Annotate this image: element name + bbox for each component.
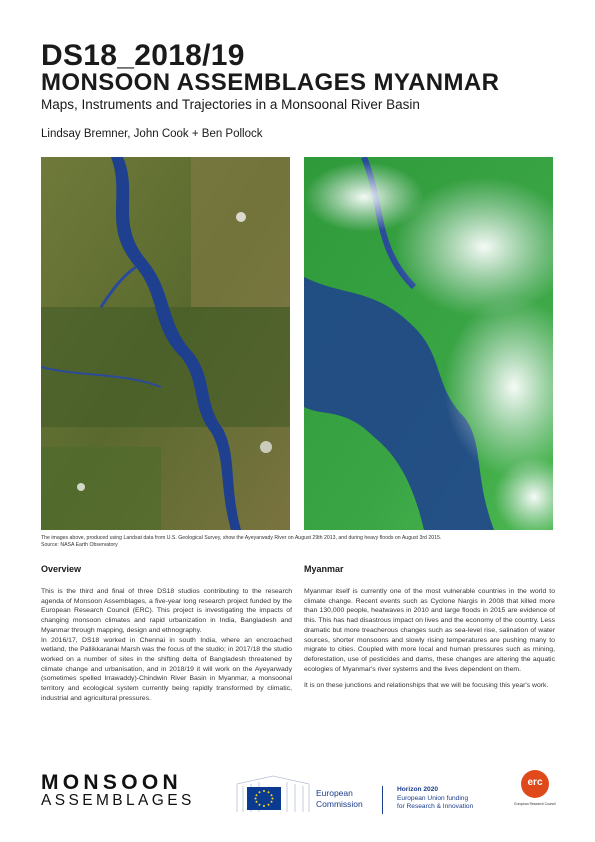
- ec-text-line1: European: [316, 788, 353, 798]
- caption-text: The images above, produced using Landsat data from U.S. Geological Survey, show the Ayeyarwady River on August 29th 2013, and during heavy floods on August 3rd 2015.: [41, 535, 442, 541]
- h2020-line2: European Union funding: [397, 794, 469, 802]
- overview-section: [41, 564, 292, 703]
- erc-mark: erc: [527, 777, 543, 788]
- myanmar-paragraph-1: Myanmar itself is currently one of the most vulnerable countries in the world to climate change. Recent events such as Cyclone Nargis in 2008 that killed more than 130,000 people, heatwaves in 2010 and large floods in 2015 are evidence of this. This has had disastrous impact on lives and the economy of the country. Less dramatic but more treacherous changes such as sea-level rise, salination of water sources, shorter monsoons and slowly rising temperatures are pushing many to migrate to cities. Coupled with more local and human pressures such as mining, deforestation, use of pesticides and dams, these changes are altering the aquatic ecologies of Myanmar's river systems and the lives dependent on them.: [304, 588, 555, 673]
- myanmar-heading: Myanmar: [304, 564, 344, 574]
- overview-heading: Overview: [41, 564, 82, 574]
- european-commission-logo: [316, 788, 363, 810]
- image-caption: [41, 535, 561, 549]
- caption-source: Source: NASA Earth Observatory: [41, 542, 118, 548]
- page-title-line2: MONSOON ASSEMBLAGES MYANMAR: [41, 69, 500, 96]
- erc-label: European Research Council: [514, 802, 556, 806]
- overview-paragraph-1: This is the third and final of three DS18 studios contributing to the research agenda of Monsoon Assemblages, a five-year long research project funded by the European Research Council (ERC). This project is investigating the impacts of changing monsoon climates and rapid urbanization in India, Bangladesh and Myanmar through mapping, design and ethnography.: [41, 588, 292, 634]
- overview-paragraph-2: In 2016/17, DS18 worked in Chennai in south India, where an encroached wetland, the Pallikkaranai Marsh was the focus of the studio; in 2017/18 the studio worked on a number of sites in the shifting delta of Bangladesh threatened by climate change and urbanisation, and in 2018/19 it will work on the Ayeyarwady (sometimes spelled Irrawaddy)-Chindwin River Basin in Myanmar, a monsoonal territory and ecological system currently being rapidly transformed by climatic, industrial and agricultural pressures.: [41, 636, 292, 702]
- h2020-line1: Horizon 2020: [397, 786, 439, 793]
- satellite-image-2013: [41, 157, 290, 530]
- page-subtitle: Maps, Instruments and Trajectories in a Monsoonal River Basin: [41, 97, 420, 112]
- ec-divider: [382, 786, 383, 814]
- satellite-image-2015-floods: [304, 157, 553, 530]
- erc-logo: [514, 770, 556, 806]
- monsoon-assemblages-logo-line2: ASSEMBLAGES: [41, 792, 195, 809]
- erc-circle-icon: [521, 770, 549, 798]
- authors: Lindsay Bremner, John Cook + Ben Pollock: [41, 128, 263, 140]
- page-title: DS18_2018/19: [41, 39, 245, 72]
- eu-flag-icon: [247, 787, 281, 810]
- horizon-2020-text: [397, 786, 473, 812]
- myanmar-paragraph-2: It is on these junctions and relationships that we will be focusing this year's work.: [304, 682, 549, 690]
- h2020-line3: for Research & Innovation: [397, 803, 474, 811]
- ec-text-line2: Commission: [316, 799, 363, 809]
- myanmar-section: [304, 564, 555, 691]
- monsoon-assemblages-logo: MONSOON: [41, 771, 182, 794]
